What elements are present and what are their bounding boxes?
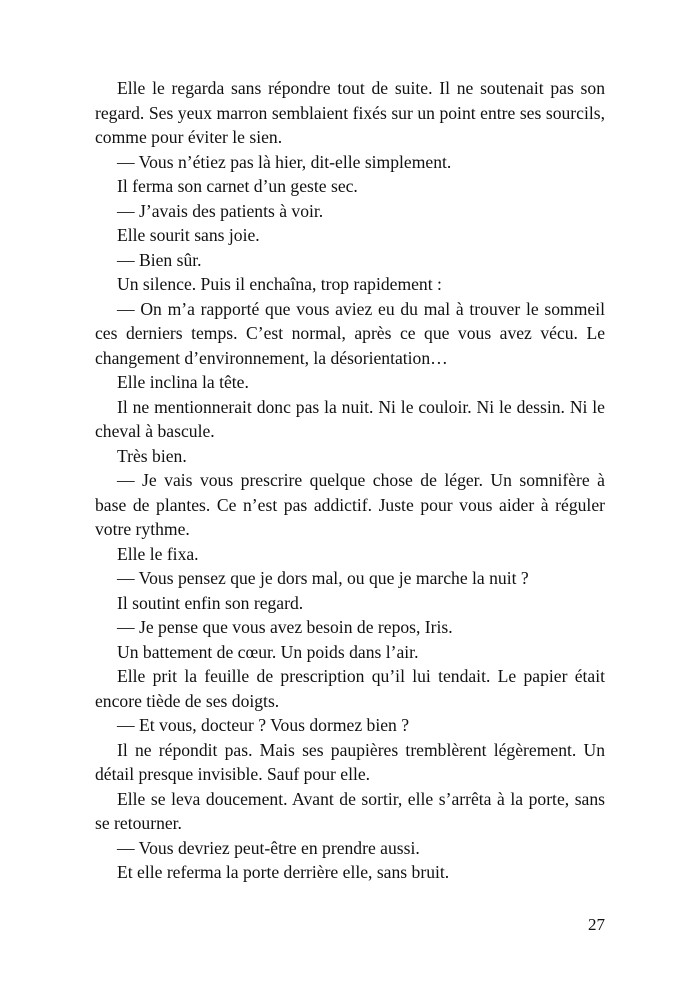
paragraph: — Vous pensez que je dors mal, ou que je marche la nuit ?	[117, 568, 529, 588]
paragraph: Très bien.	[117, 445, 187, 466]
paragraph: — Vous n’étiez pas là hier, dit-elle simplement.	[117, 151, 452, 172]
paragraph: — Bien sûr.	[117, 249, 202, 270]
paragraph: — Et vous, docteur ? Vous dormez bien ?	[117, 715, 410, 735]
paragraph: Elle le regarda sans répondre tout de suite. Il ne soutenait pas son regard. Ses yeux marron semblaient fixés sur un point entre ses sourcils, comme pour éviter le sien.	[95, 78, 605, 147]
paragraph: Elle sourit sans joie.	[117, 225, 260, 245]
paragraph: Il ferma son carnet d’un geste sec.	[117, 176, 358, 196]
paragraph: — J’avais des patients à voir.	[117, 200, 324, 221]
paragraph: Il ne mentionnerait donc pas la nuit. Ni le couloir. Ni le dessin. Ni le cheval à bascule.	[95, 396, 605, 441]
paragraph: — On m’a rapporté que vous aviez eu du mal à trouver le sommeil ces derniers temps. C’est normal, après ce que vous avez vécu. Le changement d’environnement, la désorientation…	[95, 298, 605, 368]
paragraph: Et elle referma la porte derrière elle, sans bruit.	[117, 862, 450, 882]
paragraph: — Je pense que vous avez besoin de repos, Iris.	[117, 617, 453, 637]
body-text	[95, 76, 605, 885]
paragraph: Il soutint enfin son regard.	[117, 592, 304, 613]
paragraph: Un silence. Puis il enchaîna, trop rapidement :	[117, 274, 442, 294]
paragraph: Un battement de cœur. Un poids dans l’air.	[117, 641, 419, 662]
paragraph: — Vous devriez peut-être en prendre aussi.	[117, 837, 420, 858]
paragraph: — Je vais vous prescrire quelque chose de léger. Un somnifère à base de plantes. Ce n’est pas addictif. Juste pour vous aider à réguler votre rythme.	[95, 470, 605, 539]
page-number: 27	[588, 915, 605, 934]
paragraph: Elle prit la feuille de prescription qu’il lui tendait. Le papier était encore tiède de ses doigts.	[95, 666, 605, 711]
paragraph: Elle inclina la tête.	[117, 372, 249, 392]
paragraph: Il ne répondit pas. Mais ses paupières tremblèrent légèrement. Un détail presque invisible. Sauf pour elle.	[95, 739, 605, 784]
paragraph: Elle se leva doucement. Avant de sortir, elle s’arrêta à la porte, sans se retourner.	[95, 788, 605, 833]
paragraph: Elle le fixa.	[117, 543, 199, 564]
